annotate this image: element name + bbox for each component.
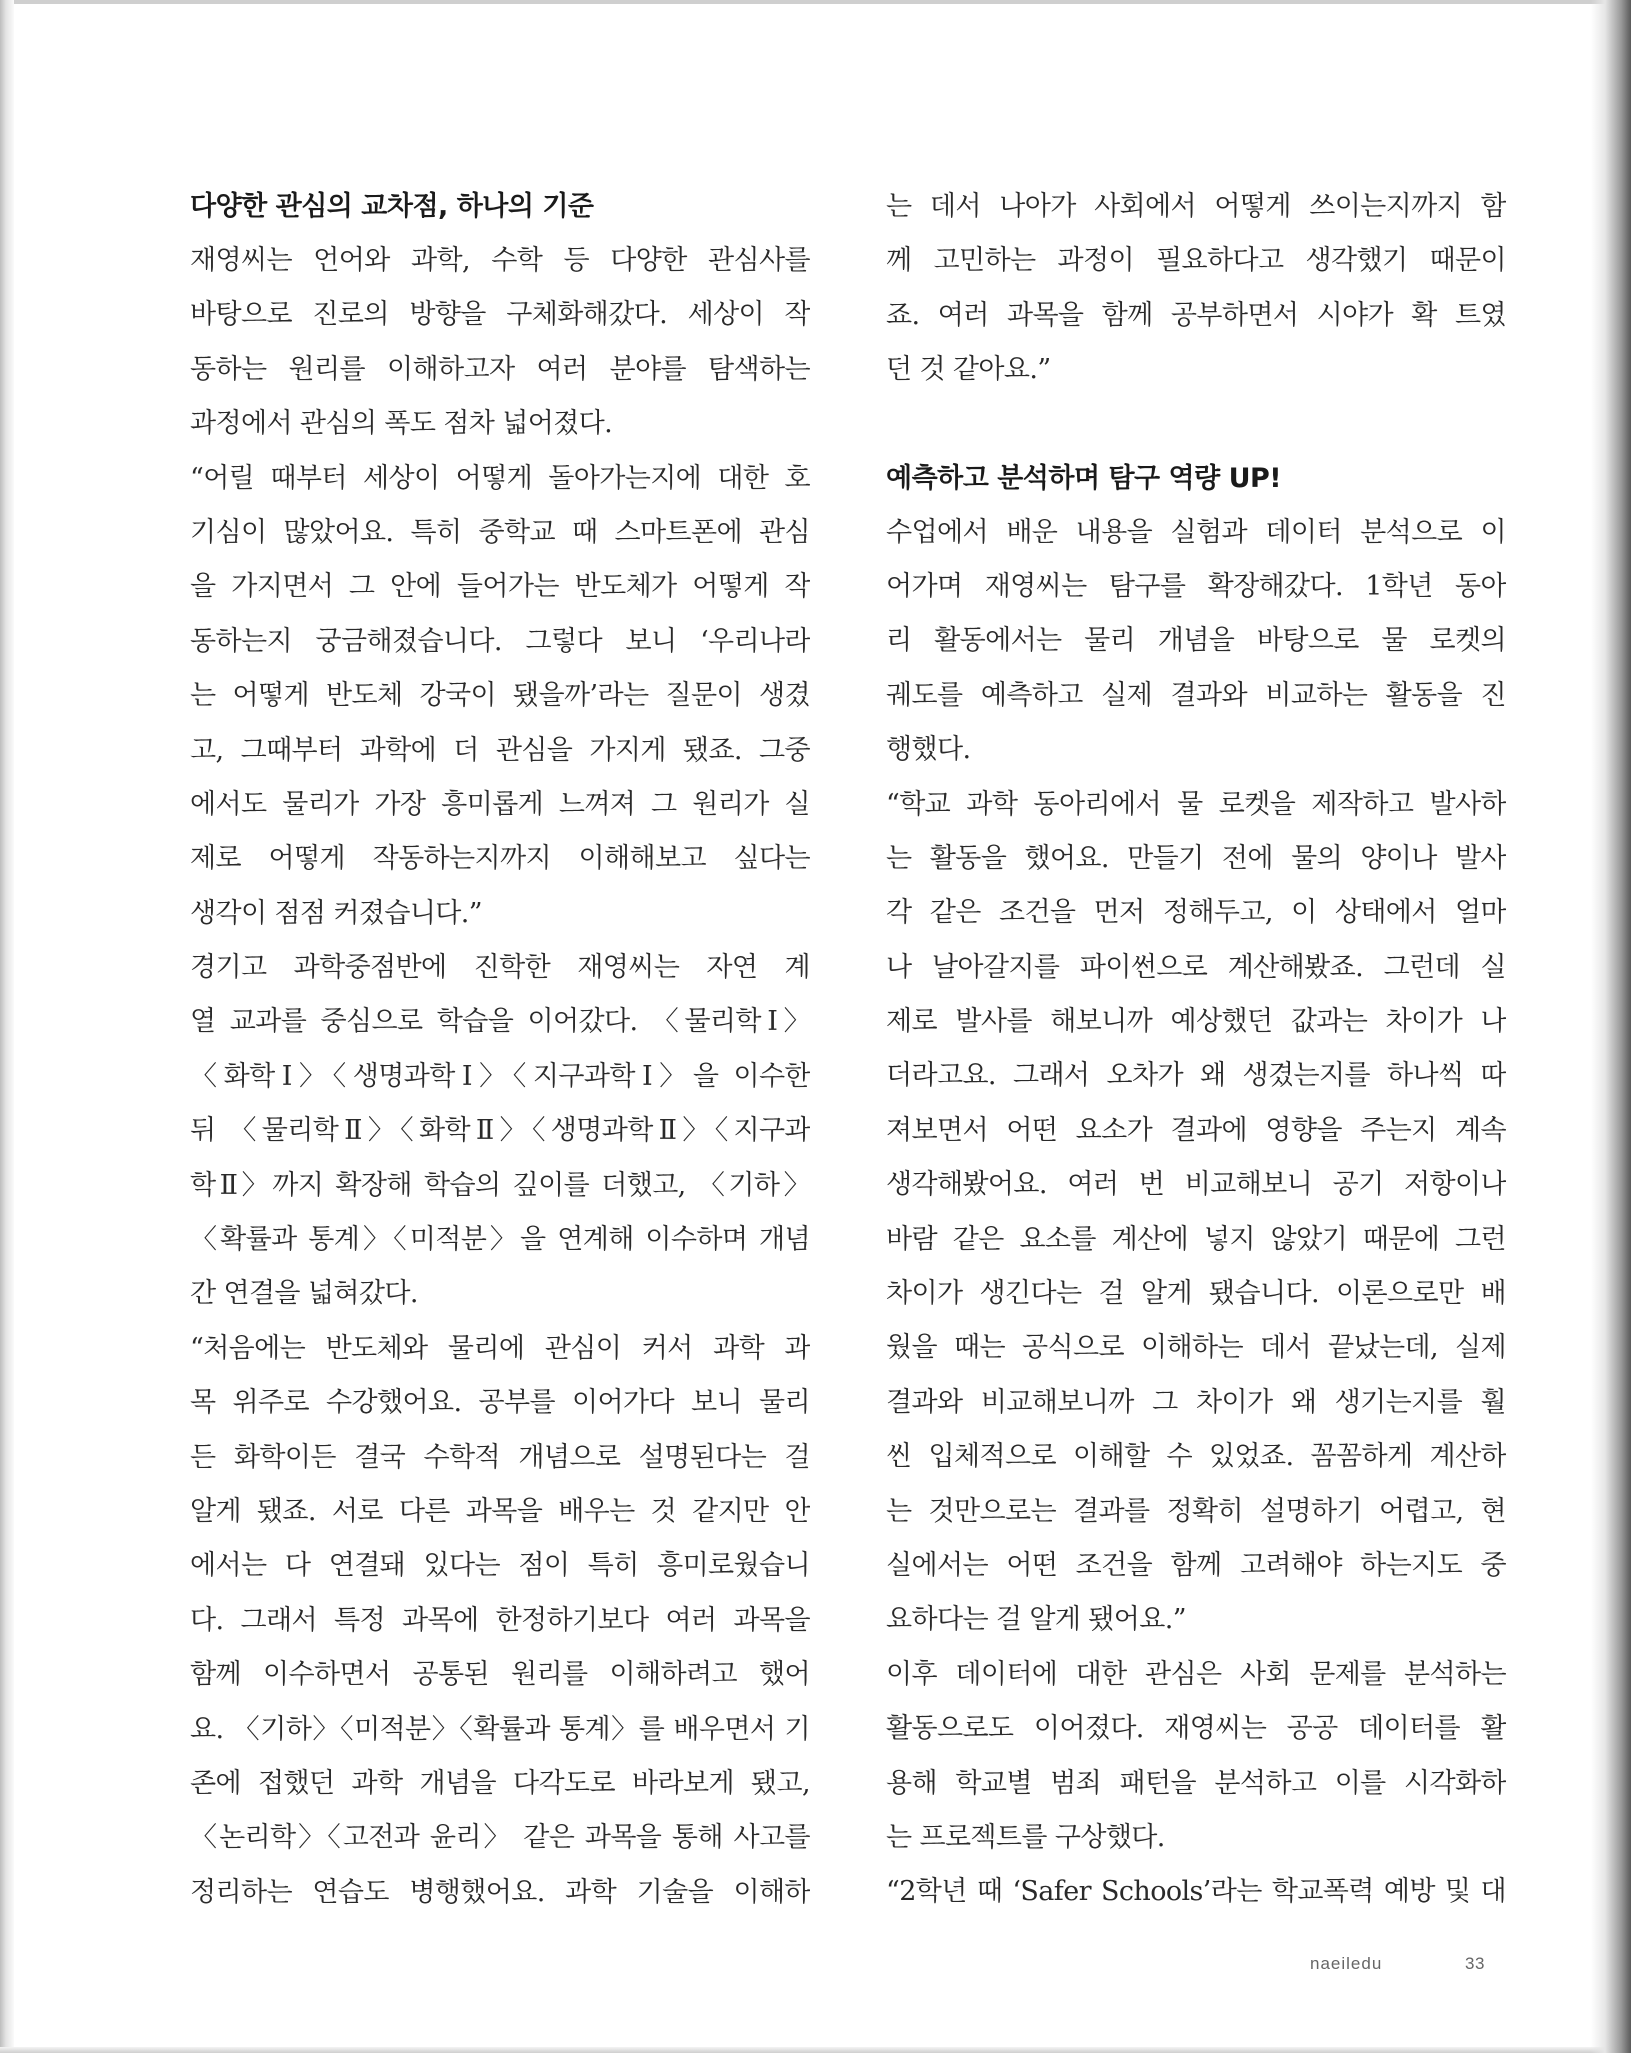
text-line: 행했다. (886, 734, 971, 766)
text-line: 고, 그때부터 과학에 더 관심을 가지게 됐죠. 그중 (190, 734, 810, 766)
text-line: 이후 데이터에 대한 관심은 사회 문제를 분석하는 (886, 1658, 1506, 1690)
text-line: “처음에는 반도체와 물리에 관심이 커서 과학 과 (190, 1332, 810, 1364)
left-column-body (190, 234, 810, 1920)
text-line: 리 활동에서는 물리 개념을 바탕으로 물 로켓의 (886, 625, 1506, 657)
publication-name: naeiledu (1310, 1954, 1383, 1973)
text-line: 웠을 때는 공식으로 이해하는 데서 끝났는데, 실제 (886, 1332, 1506, 1364)
text-line: 동하는지 궁금해졌습니다. 그렇다 보니 ‘우리나라 (190, 625, 810, 657)
text-line: 생각해봤어요. 여러 번 비교해보니 공기 저항이나 (886, 1169, 1506, 1201)
text-line: 에서는 다 연결돼 있다는 점이 특히 흥미로웠습니 (190, 1550, 810, 1582)
text-line: 수업에서 배운 내용을 실험과 데이터 분석으로 이 (886, 516, 1506, 548)
text-line: 동하는 원리를 이해하고자 여러 분야를 탐색하는 (190, 353, 810, 385)
scan-edge-top (0, 0, 1631, 4)
text-line: 어가며 재영씨는 탐구를 확장해갔다. 1학년 동아 (886, 570, 1506, 602)
text-line: 〈화학Ⅰ〉〈생명과학Ⅰ〉〈지구과학Ⅰ〉을 이수한 (190, 1060, 810, 1092)
section-spacer (886, 398, 1506, 452)
text-line: 바람 같은 요소를 계산에 넣지 않았기 때문에 그런 (886, 1223, 1506, 1255)
text-line: 재영씨는 언어와 과학, 수학 등 다양한 관심사를 (190, 245, 810, 276)
text-line: 씬 입체적으로 이해할 수 있었죠. 꼼꼼하게 계산하 (886, 1441, 1506, 1473)
text-line: 과정에서 관심의 폭도 점차 넓어졌다. (190, 408, 613, 440)
text-line: “2학년 때 ‘Safer Schools’라는 학교폭력 예방 및 대 (886, 1876, 1506, 1908)
text-line: 는 데서 나아가 사회에서 어떻게 쓰이는지까지 함 (886, 191, 1506, 222)
text-line: 존에 접했던 과학 개념을 다각도로 바라보게 됐고, (190, 1767, 810, 1799)
text-line: 는 것만으로는 결과를 정확히 설명하기 어렵고, 현 (886, 1495, 1506, 1527)
scan-edge-bottom (0, 2047, 1631, 2053)
text-line: “학교 과학 동아리에서 물 로켓을 제작하고 발사하 (886, 788, 1506, 820)
text-line: 요하다는 걸 알게 됐어요.” (886, 1604, 1186, 1636)
text-line: 학Ⅱ〉까지 확장해 학습의 깊이를 더했고, 〈기하〉 (190, 1169, 810, 1201)
text-line: 활동으로도 이어졌다. 재영씨는 공공 데이터를 활 (886, 1713, 1506, 1745)
text-line: 나 날아갈지를 파이썬으로 계산해봤죠. 그런데 실 (886, 951, 1506, 983)
text-line: 제로 발사를 해보니까 예상했던 값과는 차이가 나 (886, 1006, 1506, 1038)
text-line: 목 위주로 수강했어요. 공부를 이어가다 보니 물리 (190, 1387, 810, 1419)
scan-edge-left (0, 0, 14, 2053)
text-line: 요. 〈기하〉〈미적분〉〈확률과 통계〉를 배우면서 기 (190, 1713, 810, 1745)
right-column-body (886, 506, 1506, 1920)
text-line: 든 화학이든 결국 수학적 개념으로 설명된다는 걸 (190, 1441, 810, 1473)
text-line: 궤도를 예측하고 실제 결과와 비교하는 활동을 진 (886, 679, 1506, 711)
text-line: 차이가 생긴다는 걸 알게 됐습니다. 이론으로만 배 (886, 1278, 1506, 1310)
text-line: 는 어떻게 반도체 강국이 됐을까’라는 질문이 생겼 (190, 680, 810, 712)
right-column-intro (886, 180, 1506, 398)
text-line: 〈확률과 통계〉〈미적분〉을 연계해 이수하며 개념 (190, 1224, 810, 1256)
text-line: 에서도 물리가 가장 흥미롭게 느껴져 그 원리가 실 (190, 788, 810, 820)
text-line: 바탕으로 진로의 방향을 구체화해갔다. 세상이 작 (190, 299, 810, 331)
text-line: 뒤 〈물리학Ⅱ〉〈화학Ⅱ〉〈생명과학Ⅱ〉〈지구과 (190, 1115, 810, 1147)
text-line: 기심이 많았어요. 특히 중학교 때 스마트폰에 관심 (190, 516, 810, 548)
text-line: 죠. 여러 과목을 함께 공부하면서 시야가 확 트였 (886, 299, 1506, 331)
text-line: 을 가지면서 그 안에 들어가는 반도체가 어떻게 작 (190, 571, 810, 603)
text-line: 알게 됐죠. 서로 다른 과목을 배우는 것 같지만 안 (190, 1495, 810, 1527)
text-line: 각 같은 조건을 먼저 정해두고, 이 상태에서 얼마 (886, 897, 1506, 929)
text-line: “어릴 때부터 세상이 어떻게 돌아가는지에 대한 호 (190, 462, 810, 494)
text-line: 께 고민하는 과정이 필요하다고 생각했기 때문이 (886, 245, 1506, 277)
section-heading-2: 예측하고 분석하며 탐구 역량 UP! (886, 462, 1282, 494)
text-line: 제로 어떻게 작동하는지까지 이해해보고 싶다는 (190, 843, 810, 875)
text-line: 함께 이수하면서 공통된 원리를 이해하려고 했어 (190, 1659, 810, 1691)
page-number: 33 (1465, 1954, 1485, 1973)
text-line: 던 것 같아요.” (886, 354, 1051, 386)
text-line: 결과와 비교해보니까 그 차이가 왜 생기는지를 훨 (886, 1386, 1506, 1418)
text-line: 는 활동을 했어요. 만들기 전에 물의 양이나 발사 (886, 842, 1506, 874)
right-column (886, 180, 1506, 1920)
text-line: 다. 그래서 특정 과목에 한정하기보다 여러 과목을 (190, 1604, 810, 1636)
text-line: 실에서는 어떤 조건을 함께 고려해야 하는지도 중 (886, 1549, 1506, 1581)
text-line: 는 프로젝트를 구상했다. (886, 1821, 1165, 1853)
page-footer (1300, 1954, 1500, 1984)
binding-gutter-shadow (1591, 0, 1631, 2053)
section-heading-1: 다양한 관심의 교차점, 하나의 기준 (190, 191, 594, 222)
text-line: 정리하는 연습도 병행했어요. 과학 기술을 이해하 (190, 1876, 810, 1908)
text-line: 더라고요. 그래서 오차가 왜 생겼는지를 하나씩 따 (886, 1060, 1506, 1092)
text-line: 져보면서 어떤 요소가 결과에 영향을 주는지 계속 (886, 1114, 1506, 1146)
left-column (190, 180, 810, 1920)
text-line: 〈논리학〉〈고전과 윤리〉 같은 과목을 통해 사고를 (190, 1822, 810, 1854)
text-line: 간 연결을 넓혀갔다. (190, 1278, 418, 1310)
text-line: 열 교과를 중심으로 학습을 이어갔다. 〈물리학Ⅰ〉 (190, 1006, 810, 1038)
text-line: 생각이 점점 커졌습니다.” (190, 897, 482, 929)
text-line: 경기고 과학중점반에 진학한 재영씨는 자연 계 (190, 952, 810, 984)
text-line: 용해 학교별 범죄 패턴을 분석하고 이를 시각화하 (886, 1767, 1506, 1799)
